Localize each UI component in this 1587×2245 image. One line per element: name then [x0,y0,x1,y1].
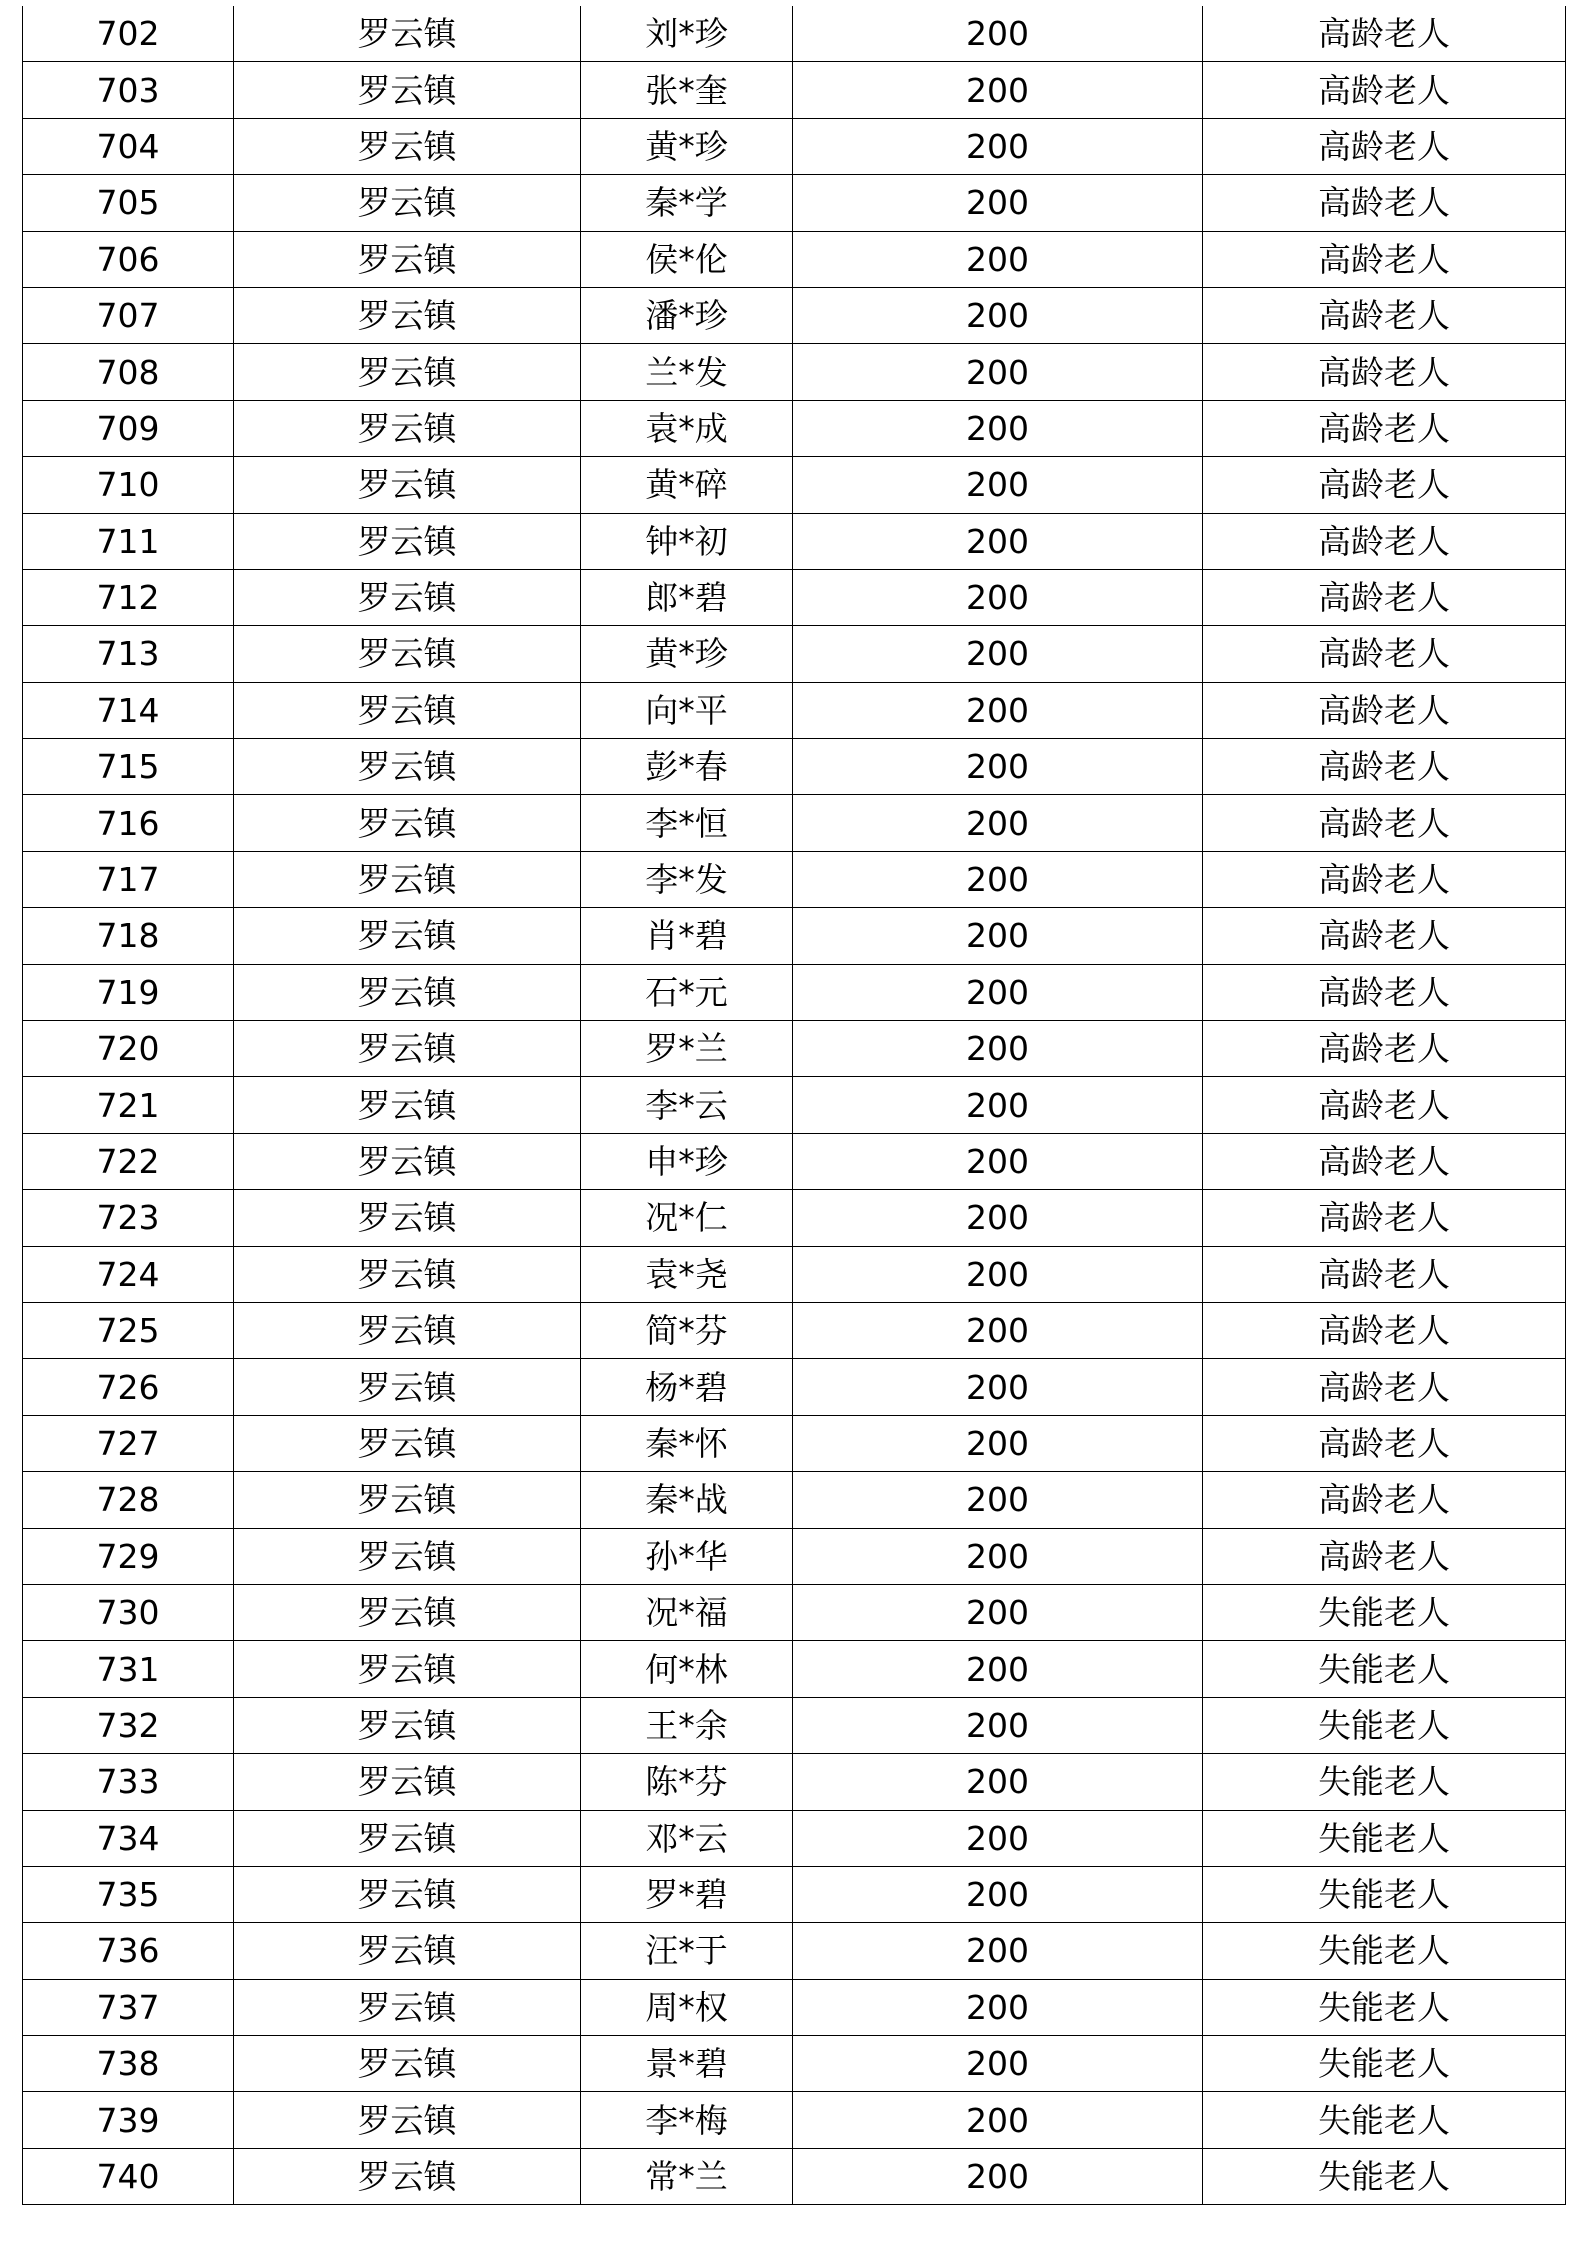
town-cell: 罗云镇 [234,851,581,907]
row-number-cell: 736 [23,1923,234,1979]
town-cell: 罗云镇 [234,1415,581,1471]
table-row [23,1584,1566,1640]
row-number-cell: 726 [23,1359,234,1415]
category-cell: 高龄老人 [1203,1246,1566,1302]
table-row [23,1979,1566,2035]
row-number-cell: 739 [23,2092,234,2148]
town-cell: 罗云镇 [234,400,581,456]
amount-cell: 200 [793,569,1203,625]
category-cell: 高龄老人 [1203,1077,1566,1133]
category-cell: 高龄老人 [1203,1359,1566,1415]
category-cell: 高龄老人 [1203,1021,1566,1077]
town-cell: 罗云镇 [234,118,581,174]
town-cell: 罗云镇 [234,1697,581,1753]
row-number-cell: 720 [23,1021,234,1077]
table-row [23,1697,1566,1753]
row-number-cell: 725 [23,1302,234,1358]
row-number-cell: 735 [23,1866,234,1922]
amount-cell: 200 [793,344,1203,400]
name-cell: 申*珍 [581,1133,793,1189]
table-row [23,118,1566,174]
name-cell: 汪*于 [581,1923,793,1979]
amount-cell: 200 [793,1810,1203,1866]
name-cell: 侯*伦 [581,231,793,287]
category-cell: 失能老人 [1203,1866,1566,1922]
amount-cell: 200 [793,1923,1203,1979]
category-cell: 高龄老人 [1203,1190,1566,1246]
town-cell: 罗云镇 [234,908,581,964]
town-cell: 罗云镇 [234,1077,581,1133]
category-cell: 高龄老人 [1203,175,1566,231]
table-row [23,1641,1566,1697]
table-row [23,1302,1566,1358]
name-cell: 钟*初 [581,513,793,569]
row-number-cell: 740 [23,2148,234,2204]
name-cell: 袁*尧 [581,1246,793,1302]
name-cell: 常*兰 [581,2148,793,2204]
category-cell: 高龄老人 [1203,569,1566,625]
row-number-cell: 705 [23,175,234,231]
table-row [23,2148,1566,2204]
town-cell: 罗云镇 [234,1190,581,1246]
name-cell: 潘*珍 [581,287,793,343]
table-row [23,2036,1566,2092]
town-cell: 罗云镇 [234,287,581,343]
amount-cell: 200 [793,1190,1203,1246]
town-cell: 罗云镇 [234,1866,581,1922]
amount-cell: 200 [793,1866,1203,1922]
category-cell: 高龄老人 [1203,1302,1566,1358]
row-number-cell: 732 [23,1697,234,1753]
row-number-cell: 718 [23,908,234,964]
row-number-cell: 715 [23,739,234,795]
category-cell: 高龄老人 [1203,344,1566,400]
table-row [23,1246,1566,1302]
amount-cell: 200 [793,231,1203,287]
table-row [23,795,1566,851]
category-cell: 高龄老人 [1203,62,1566,118]
table-row [23,231,1566,287]
table-row [23,6,1566,62]
name-cell: 简*芬 [581,1302,793,1358]
name-cell: 况*福 [581,1584,793,1640]
row-number-cell: 728 [23,1472,234,1528]
category-cell: 高龄老人 [1203,400,1566,456]
town-cell: 罗云镇 [234,1584,581,1640]
name-cell: 王*余 [581,1697,793,1753]
row-number-cell: 733 [23,1754,234,1810]
town-cell: 罗云镇 [234,2036,581,2092]
table-row [23,682,1566,738]
table-row [23,964,1566,1020]
row-number-cell: 702 [23,6,234,62]
town-cell: 罗云镇 [234,1472,581,1528]
table-row [23,1866,1566,1922]
amount-cell: 200 [793,2036,1203,2092]
table-row [23,1133,1566,1189]
name-cell: 兰*发 [581,344,793,400]
row-number-cell: 711 [23,513,234,569]
town-cell: 罗云镇 [234,739,581,795]
category-cell: 高龄老人 [1203,1415,1566,1471]
category-cell: 失能老人 [1203,1641,1566,1697]
table-row [23,908,1566,964]
name-cell: 李*云 [581,1077,793,1133]
table-row [23,851,1566,907]
amount-cell: 200 [793,1415,1203,1471]
category-cell: 高龄老人 [1203,513,1566,569]
town-cell: 罗云镇 [234,795,581,851]
category-cell: 高龄老人 [1203,851,1566,907]
amount-cell: 200 [793,1359,1203,1415]
town-cell: 罗云镇 [234,2092,581,2148]
table-row [23,1190,1566,1246]
name-cell: 秦*怀 [581,1415,793,1471]
town-cell: 罗云镇 [234,457,581,513]
name-cell: 罗*碧 [581,1866,793,1922]
row-number-cell: 703 [23,62,234,118]
category-cell: 高龄老人 [1203,287,1566,343]
name-cell: 况*仁 [581,1190,793,1246]
town-cell: 罗云镇 [234,1359,581,1415]
row-number-cell: 734 [23,1810,234,1866]
name-cell: 黄*珍 [581,118,793,174]
amount-cell: 200 [793,1472,1203,1528]
category-cell: 高龄老人 [1203,626,1566,682]
amount-cell: 200 [793,1754,1203,1810]
amount-cell: 200 [793,1979,1203,2035]
name-cell: 何*林 [581,1641,793,1697]
table-row [23,1528,1566,1584]
table-row [23,457,1566,513]
town-cell: 罗云镇 [234,175,581,231]
town-cell: 罗云镇 [234,1133,581,1189]
amount-cell: 200 [793,964,1203,1020]
amount-cell: 200 [793,118,1203,174]
amount-cell: 200 [793,908,1203,964]
amount-cell: 200 [793,62,1203,118]
name-cell: 罗*兰 [581,1021,793,1077]
town-cell: 罗云镇 [234,964,581,1020]
table-row [23,626,1566,682]
table-row [23,1021,1566,1077]
row-number-cell: 717 [23,851,234,907]
name-cell: 景*碧 [581,2036,793,2092]
row-number-cell: 710 [23,457,234,513]
table-row [23,739,1566,795]
category-cell: 失能老人 [1203,2092,1566,2148]
table-row [23,175,1566,231]
town-cell: 罗云镇 [234,513,581,569]
table-row [23,1472,1566,1528]
row-number-cell: 704 [23,118,234,174]
name-cell: 黄*珍 [581,626,793,682]
town-cell: 罗云镇 [234,1923,581,1979]
amount-cell: 200 [793,1641,1203,1697]
table-row [23,344,1566,400]
subsidy-list-table [22,6,1566,2205]
category-cell: 失能老人 [1203,2148,1566,2204]
table-row [23,1754,1566,1810]
town-cell: 罗云镇 [234,1528,581,1584]
category-cell: 高龄老人 [1203,682,1566,738]
table-row [23,1810,1566,1866]
table-row [23,287,1566,343]
category-cell: 高龄老人 [1203,795,1566,851]
amount-cell: 200 [793,1302,1203,1358]
category-cell: 失能老人 [1203,1810,1566,1866]
name-cell: 袁*成 [581,400,793,456]
name-cell: 杨*碧 [581,1359,793,1415]
row-number-cell: 714 [23,682,234,738]
row-number-cell: 724 [23,1246,234,1302]
category-cell: 失能老人 [1203,1979,1566,2035]
table-row [23,1077,1566,1133]
category-cell: 失能老人 [1203,1754,1566,1810]
amount-cell: 200 [793,2148,1203,2204]
town-cell: 罗云镇 [234,231,581,287]
name-cell: 陈*芬 [581,1754,793,1810]
town-cell: 罗云镇 [234,6,581,62]
category-cell: 高龄老人 [1203,6,1566,62]
category-cell: 高龄老人 [1203,118,1566,174]
amount-cell: 200 [793,1021,1203,1077]
amount-cell: 200 [793,400,1203,456]
town-cell: 罗云镇 [234,344,581,400]
category-cell: 失能老人 [1203,1697,1566,1753]
table-row [23,569,1566,625]
category-cell: 失能老人 [1203,2036,1566,2092]
amount-cell: 200 [793,739,1203,795]
row-number-cell: 716 [23,795,234,851]
row-number-cell: 707 [23,287,234,343]
name-cell: 邓*云 [581,1810,793,1866]
amount-cell: 200 [793,1584,1203,1640]
category-cell: 高龄老人 [1203,231,1566,287]
name-cell: 秦*学 [581,175,793,231]
name-cell: 石*元 [581,964,793,1020]
town-cell: 罗云镇 [234,62,581,118]
category-cell: 高龄老人 [1203,1528,1566,1584]
row-number-cell: 727 [23,1415,234,1471]
table-row [23,62,1566,118]
amount-cell: 200 [793,513,1203,569]
row-number-cell: 731 [23,1641,234,1697]
amount-cell: 200 [793,682,1203,738]
name-cell: 刘*珍 [581,6,793,62]
amount-cell: 200 [793,1246,1203,1302]
row-number-cell: 738 [23,2036,234,2092]
amount-cell: 200 [793,795,1203,851]
town-cell: 罗云镇 [234,1979,581,2035]
name-cell: 张*奎 [581,62,793,118]
category-cell: 失能老人 [1203,1923,1566,1979]
category-cell: 高龄老人 [1203,1472,1566,1528]
town-cell: 罗云镇 [234,626,581,682]
table-row [23,1359,1566,1415]
row-number-cell: 721 [23,1077,234,1133]
row-number-cell: 730 [23,1584,234,1640]
name-cell: 秦*战 [581,1472,793,1528]
row-number-cell: 723 [23,1190,234,1246]
name-cell: 周*权 [581,1979,793,2035]
row-number-cell: 709 [23,400,234,456]
row-number-cell: 719 [23,964,234,1020]
amount-cell: 200 [793,175,1203,231]
table-row [23,1415,1566,1471]
category-cell: 高龄老人 [1203,457,1566,513]
category-cell: 高龄老人 [1203,908,1566,964]
row-number-cell: 713 [23,626,234,682]
town-cell: 罗云镇 [234,569,581,625]
name-cell: 李*发 [581,851,793,907]
row-number-cell: 729 [23,1528,234,1584]
table-row [23,513,1566,569]
name-cell: 肖*碧 [581,908,793,964]
row-number-cell: 708 [23,344,234,400]
row-number-cell: 737 [23,1979,234,2035]
town-cell: 罗云镇 [234,1641,581,1697]
category-cell: 失能老人 [1203,1584,1566,1640]
town-cell: 罗云镇 [234,2148,581,2204]
town-cell: 罗云镇 [234,1810,581,1866]
amount-cell: 200 [793,287,1203,343]
amount-cell: 200 [793,2092,1203,2148]
town-cell: 罗云镇 [234,1302,581,1358]
town-cell: 罗云镇 [234,682,581,738]
category-cell: 高龄老人 [1203,964,1566,1020]
name-cell: 李*梅 [581,2092,793,2148]
town-cell: 罗云镇 [234,1021,581,1077]
row-number-cell: 712 [23,569,234,625]
table-body [23,6,1566,2205]
name-cell: 黄*碎 [581,457,793,513]
amount-cell: 200 [793,6,1203,62]
amount-cell: 200 [793,1077,1203,1133]
amount-cell: 200 [793,1528,1203,1584]
row-number-cell: 706 [23,231,234,287]
amount-cell: 200 [793,851,1203,907]
amount-cell: 200 [793,1133,1203,1189]
table-row [23,400,1566,456]
category-cell: 高龄老人 [1203,1133,1566,1189]
row-number-cell: 722 [23,1133,234,1189]
amount-cell: 200 [793,1697,1203,1753]
town-cell: 罗云镇 [234,1754,581,1810]
table-row [23,1923,1566,1979]
category-cell: 高龄老人 [1203,739,1566,795]
name-cell: 李*恒 [581,795,793,851]
name-cell: 彭*春 [581,739,793,795]
table-row [23,2092,1566,2148]
name-cell: 郎*碧 [581,569,793,625]
town-cell: 罗云镇 [234,1246,581,1302]
amount-cell: 200 [793,457,1203,513]
amount-cell: 200 [793,626,1203,682]
name-cell: 向*平 [581,682,793,738]
name-cell: 孙*华 [581,1528,793,1584]
